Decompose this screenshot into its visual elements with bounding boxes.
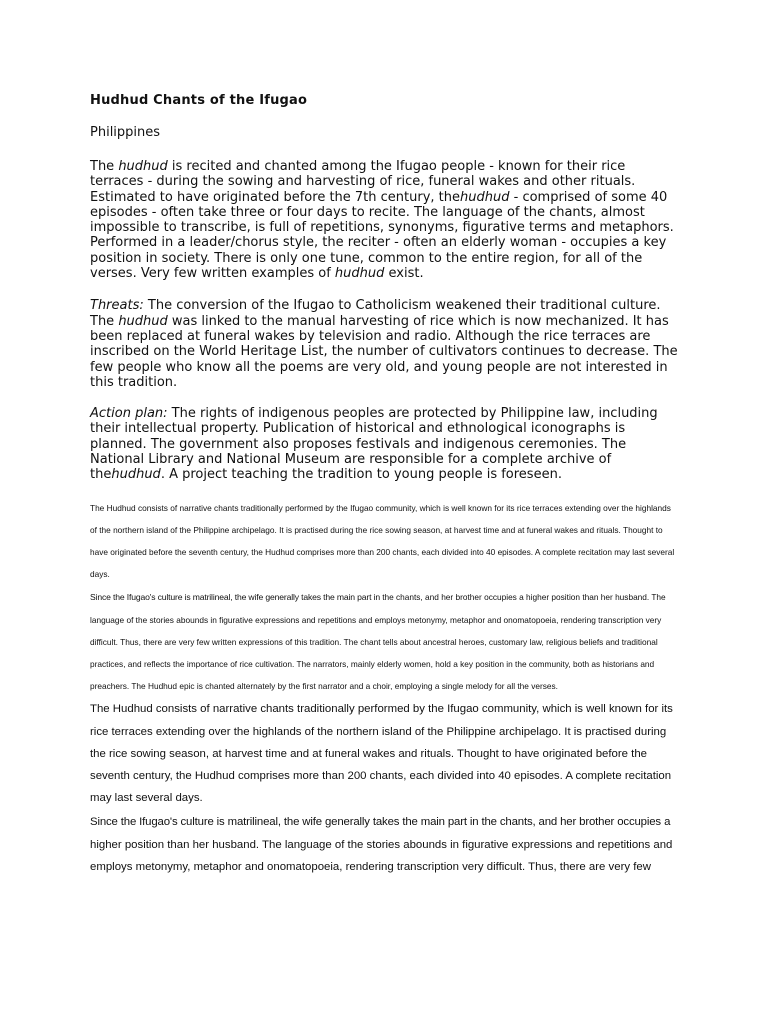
description-p2-rest: a higher position than her husband. The language of the stories abounds in figurative expressions and repetitions and employs metonymy, metaphor and onomatopoeia, rendering transcription very difficult. Thus, there are very few xyxy=(90,816,673,873)
action-plan-paragraph xyxy=(90,406,680,482)
intro-text-b: is recited and chanted among the Ifugao people - known for their rice terraces - during the sowing and harvesting of rice, funeral wakes and other rituals. Estimated to have originated before the 7th century, the xyxy=(90,159,636,205)
threats-paragraph xyxy=(90,298,680,390)
threats-label: Threats: xyxy=(90,298,144,314)
small-description-p2-start: Since the Ifugao's culture is matrilineal, the wife generally takes the main part in t xyxy=(90,592,385,603)
description-p2-start: Since the Ifugao's culture is matrilineal, the wife generally takes the main part in the chants, and her brother occupies xyxy=(90,816,661,829)
intro-text-a: The xyxy=(90,159,119,174)
action-plan-label: Action plan: xyxy=(90,406,168,422)
intro-term-hudhud-3: hudhud xyxy=(334,266,385,282)
document-subtitle: Philippines xyxy=(90,125,161,140)
action-plan-term-hudhud: hudhud xyxy=(111,467,161,483)
intro-paragraph xyxy=(90,159,680,281)
small-description-paragraph-1: The Hudhud consists of narrative chants traditionally performed by the Ifugao community, which is well known for its rice terraces extending over the highlands of the northern island of the Philippine archipelago. It is practised during the rice sowing season, at harvest time and at funeral wakes and rituals. Thought to have originated before the seventh century, the Hudhud comprises more than 200 chants, each divided into 40 episodes. A complete recitation may last several days. xyxy=(90,502,675,580)
small-description-paragraph-2 xyxy=(90,586,680,697)
threats-term-hudhud: hudhud xyxy=(118,313,168,329)
description-paragraph-2 xyxy=(90,811,680,878)
intro-text-c: - comprised of some 40 episodes - often take three or four days to recite. The language of the chants, almost impossible to transcribe, is full of repetitions, synonyms, figurative terms and metaphors. Performed in a leader/chorus style, the reciter - often an elderly woman - occupies a key position in society. There is only one tune, common to the entire region, for all of the verses. Very few written examples of xyxy=(90,189,674,282)
intro-term-hudhud-1: hudhud xyxy=(118,159,168,174)
action-plan-text-a: The rights of indigenous peoples are protected by Philippine law, including their intellectual property. Publication of historical and ethnological iconographs is planned. The government also proposes festivals and indigenous ceremonies. The National Library and National Museum are responsible for a complete archive of the xyxy=(90,406,658,483)
document-title: Hudhud Chants of the Ifugao xyxy=(90,93,308,108)
intro-term-hudhud-2: hudhud xyxy=(460,189,510,205)
action-plan-text-b: . A project teaching the tradition to young people is foreseen. xyxy=(160,467,562,483)
intro-text-d: exist. xyxy=(384,266,424,282)
threats-text-b: was linked to the manual harvesting of rice which is now mechanized. It has been replaced at funeral wakes by television and radio. Although the rice terraces are inscribed on the World Heritage List, the number of cultivators continues to decrease. The few people who know all the poems are very old, and young people are not interested in this tradition. xyxy=(90,313,678,390)
description-paragraph-1: The Hudhud consists of narrative chants traditionally performed by the Ifugao community, which is well known for its rice terraces extending over the highlands of the northern island of the Philippine archipelago. It is practised during the rice sowing season, at harvest time and at funeral wakes and rituals. Thought to have originated before the seventh century, the Hudhud comprises more than 200 chants, each divided into 40 episodes. A complete recitation may last several days. xyxy=(90,703,673,805)
small-description-p2-rest: he chants, and her brother occupies a higher position than her husband. The language of the stories abounds in figurative expressions and repetitions and employs metonymy, metaphor and onomatopoeia, rendering transcription very difficult. Thus, there are very few written expressions of this tradition. The chant tells about ancestral heroes, customary law, religious beliefs and traditional practices, and reflects the importance of rice cultivation. The narrators, mainly elderly women, hold a key position in the community, both as historians and preachers. The Hudhud epic is chanted alternately by the first narrator and a choir, employing a single melody for all the verses. xyxy=(90,592,666,692)
document-page xyxy=(90,92,680,878)
threats-text-a: The conversion of the Ifugao to Catholicism weakened their traditional culture. The xyxy=(90,298,661,329)
